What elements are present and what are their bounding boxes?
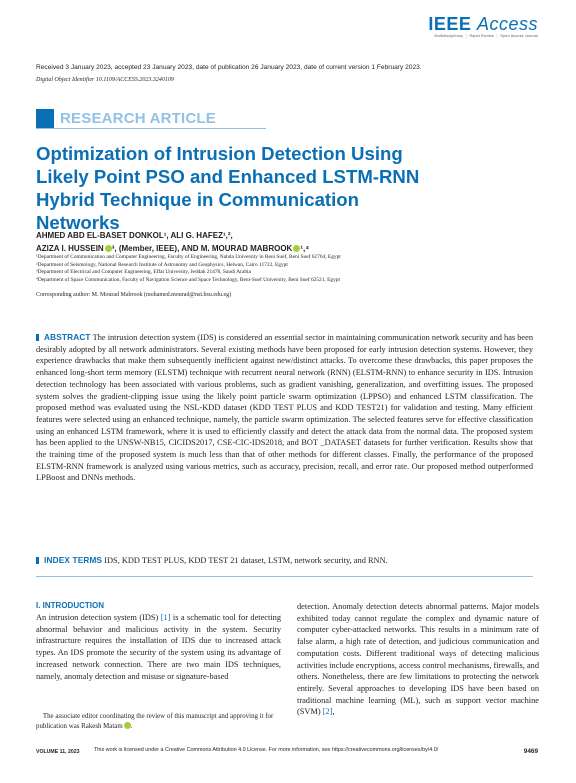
- logo-access: Access: [476, 14, 538, 34]
- affiliations: [36, 254, 496, 284]
- paper-title: Optimization of Intrusion Detection Using Likely Point PSO and Enhanced LSTM-RNN Hybrid Technique in Communication Networks: [36, 143, 420, 233]
- article-type: RESEARCH ARTICLE: [60, 110, 216, 127]
- editor-footnote: The associate editor coordinating the review of this manuscript and approving it for publication was Rakesh Matam .: [36, 713, 274, 731]
- publication-dates: Received 3 January 2023, accepted 23 January 2023, date of publication 26 January 2023, date of current version 1 February 2023.: [36, 64, 422, 71]
- orcid-icon[interactable]: [124, 722, 131, 729]
- author-list: [36, 229, 456, 255]
- logo-tagline: Multidisciplinary ⋮ Rapid Review ⋮ Open Access Journal: [434, 34, 538, 38]
- corresponding-author: Corresponding author: M. Mourad Mabrook (mohamed.mourad@nst.bsu.edu.eg): [36, 292, 232, 298]
- citation-link[interactable]: [1]: [160, 613, 171, 622]
- intro-column-2: detection. Anomaly detection detects abnormal patterns. Major models exhibited today cannot regulate the complex and dynamic nature of computer cyber-attacked networks. This results in a minimum rate of false alarm, a high rate of detection, and judicious communication and computation costs. Different traditional ways of detecting malicious activities include encryptions, access control mechanisms, firewalls, and others. Nonetheless, there are few limitations to protecting the network entirely. Several approaches to developing IDS have been based on traditional machine learning (ML), such as support vector machine (SVM) [2],: [297, 602, 539, 717]
- section-heading-introduction: I. INTRODUCTION: [36, 601, 104, 610]
- affiliation-item: ²Department of Seismology, National Research Institute of Astronomy and Geophysics, Helwan, Cairo 11722, Egypt: [36, 261, 288, 268]
- citation-link[interactable]: [2]: [322, 707, 333, 717]
- index-terms: [36, 555, 533, 567]
- footer-volume: VOLUME 11, 2023: [36, 749, 80, 755]
- footer-license[interactable]: This work is licensed under a Creative Commons Attribution 4.0 License. For more information, see https://creativecommons.org/licenses/by/4.0/: [94, 747, 439, 753]
- footer-page-number: 9469: [523, 748, 538, 755]
- abstract-heading: ABSTRACT: [44, 333, 91, 342]
- intro-column-1: An intrusion detection system (IDS) [1] is a schematic tool for detecting abnormal behavior and malicious activity in the system. Security infrastructure requires the installation of IDS due to increased attack types. An IDS promote the security of the system using its advantage of increased network connection. There are two main IDS techniques, namely, anomaly detection and misuse or signature-based: [36, 613, 281, 681]
- affiliation-item: ³Department of Electrical and Computer Engineering, Effat University, Jeddah 21478, Saudi Arabia: [36, 269, 251, 276]
- author-line-1: AHMED ABD EL-BASET DONKOL¹, ALI G. HAFEZ¹,²,: [36, 231, 233, 240]
- affiliation-item: ⁴Department of Space Communication, Faculty of Navigation Science and Space Technology, Beni-Suef University, Beni Suef 62521, Egypt: [36, 276, 341, 283]
- doi: Digital Object Identifier 10.1109/ACCESS.2023.3240109: [36, 77, 174, 83]
- affiliation-item: ¹Department of Communication and Computer Engineering, Faculty of Engineering, Nahda University in Beni Suef, Beni Suef 62764, Egypt: [36, 254, 341, 260]
- index-terms-text: IDS, KDD TEST PLUS, KDD TEST 21 dataset, LSTM, network security, and RNN.: [104, 556, 388, 565]
- index-terms-heading: INDEX TERMS: [44, 556, 103, 565]
- abstract: [36, 332, 533, 484]
- ieee-access-logo: [428, 14, 538, 34]
- author-line-2: AZIZA I. HUSSEIN ³, (Member, IEEE), AND M. MOURAD MABROOK ¹,⁴: [36, 244, 310, 253]
- article-type-bar: [36, 109, 54, 128]
- abstract-text: The intrusion detection system (IDS) is considered an essential sector in maintaining communication network security and has been desirably adopted by all network administrators. Several existing methods have been proposed for early intrusion detection systems. However, they experience drawbacks that make them subsequently inefficient against new/distinct attacks. To overcome these drawbacks, this paper proposes the enhanced long-short term memory (ELSTM) technique with recurrent neural network (RNN) (ELSTM-RNN) to enhance security in IDS. Intrusion detection technology has been associated with various problems, such as gradient vanishing, generalization, and overfitting issues. The proposed system solves the gradient-clipping issue using the likely point particle swarm optimization (LPPSO) and enhanced LSTM classification. The proposed method was evaluated using the NSL-KDD dataset (KDD TEST PLUS and KDD TEST21) for validation and testing. Many efficient features were selected using an enhanced technique, namely, the particle swarm optimization. The selected features serve for effective classification using an enhanced LSTM framework, where it is used to efficiently classify and detect the attack data from the normal data. The proposed system has been applied to the UNSW-NB15, CICIDS2017, CSE-CIC-IDS2018, and BOT _DATASET datasets for further verification. Results show that the training time of the proposed system is much less than that of other methods for different classes. Finally, the performance of the proposed ELSTM-RNN framework is analyzed using various metrics, such as accuracy, precision, recall, and error rate. Our proposed method outperformed LPBoost and DNNs methods.: [36, 333, 533, 483]
- index-terms-rule: [36, 576, 533, 577]
- article-type-rule: [36, 128, 266, 129]
- logo-ieee: IEEE: [428, 14, 472, 34]
- orcid-icon[interactable]: [105, 245, 112, 252]
